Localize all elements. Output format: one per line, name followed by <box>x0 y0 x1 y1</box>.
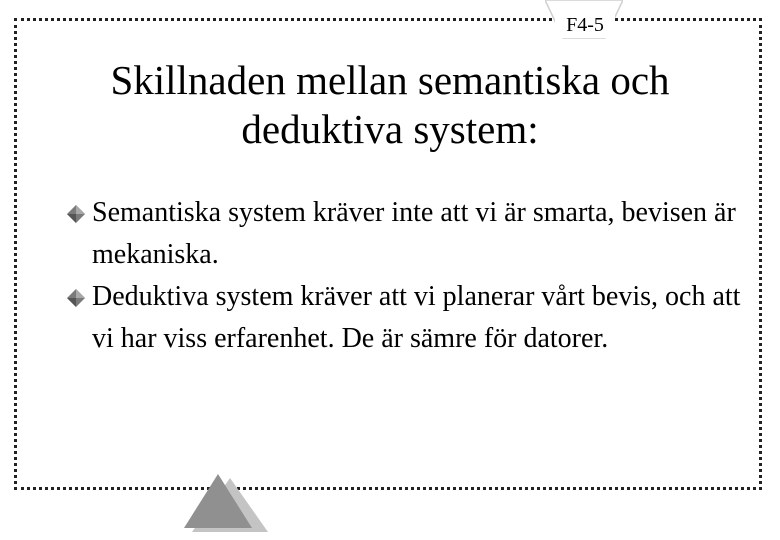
bullet-item-1 <box>64 192 744 276</box>
bullet-list <box>64 192 744 360</box>
bullet-text-1: Semantiska system kräver inte att vi är smarta, bevisen är mekaniska. <box>92 197 736 270</box>
slide-number: F4-5 <box>555 12 615 38</box>
slide-title-line-1: Skillnaden mellan semantiska och <box>110 57 670 103</box>
diamond-bullet-icon <box>66 204 86 224</box>
slide-title-line-2: deduktiva system: <box>241 106 539 152</box>
diamond-bullet-icon <box>66 288 86 308</box>
bullet-text-2: Deduktiva system kräver att vi planerar vårt bevis, och att vi har viss erfarenhet. De är sämre för datorer. <box>92 281 741 354</box>
slide-title <box>40 56 740 154</box>
decorative-triangles-icon <box>178 470 272 540</box>
bullet-item-2 <box>64 276 744 360</box>
